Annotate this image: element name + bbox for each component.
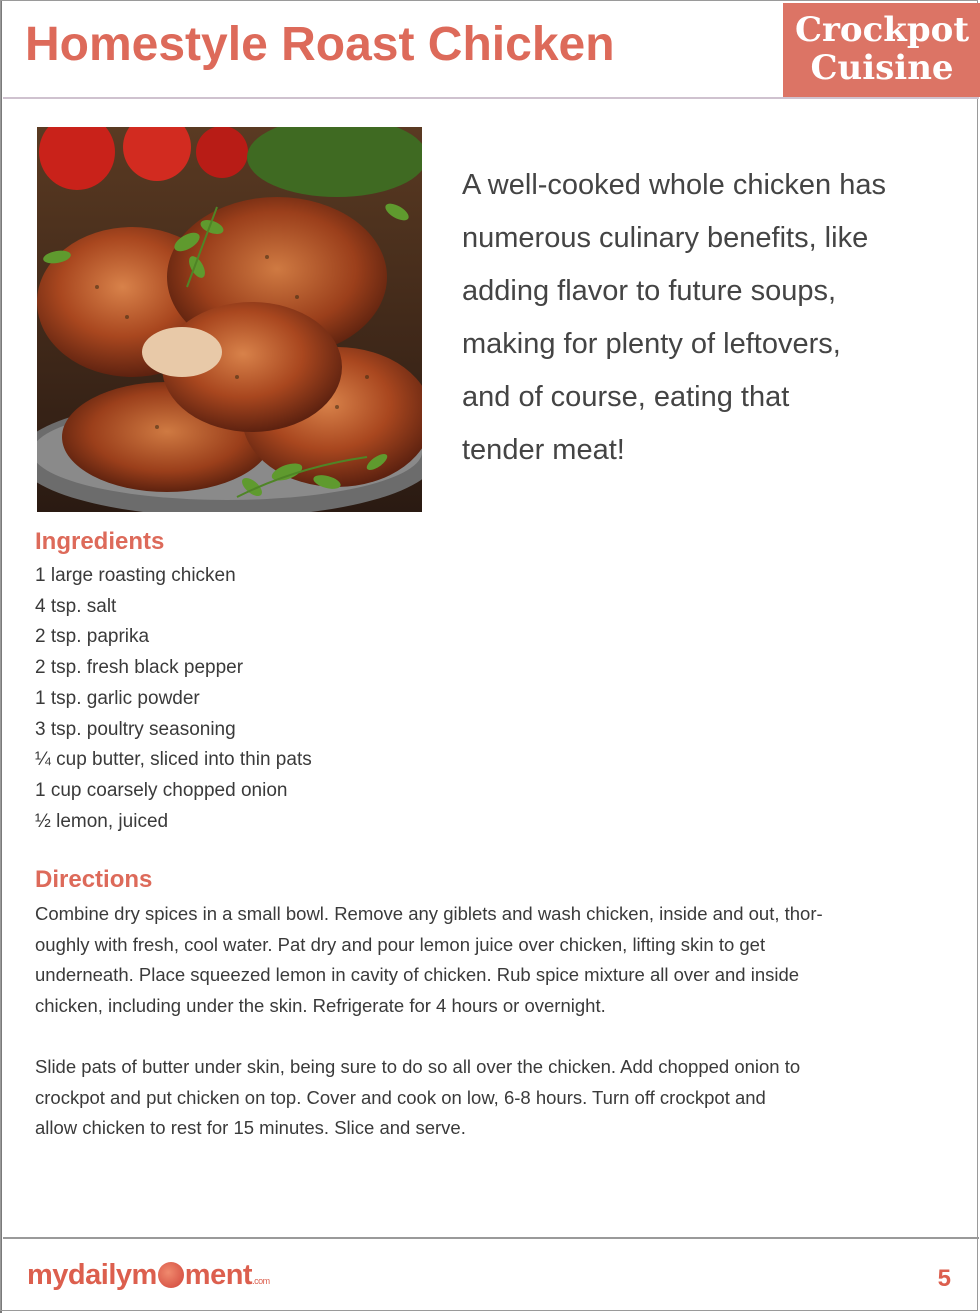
directions-line: underneath. Place squeezed lemon in cavity of chicken. Rub spice mixture all over and inside bbox=[35, 964, 800, 985]
brand-badge bbox=[783, 3, 980, 97]
intro-line: numerous culinary benefits, like bbox=[462, 222, 869, 254]
recipe-title: Homestyle Roast Chicken bbox=[25, 18, 615, 71]
directions-line: Slide pats of butter under skin, being sure to do so all over the chicken. Add chopped onion to bbox=[35, 1056, 801, 1077]
directions-line: allow chicken to rest for 15 minutes. Slice and serve. bbox=[35, 1117, 466, 1138]
roast-chicken-illustration bbox=[37, 127, 422, 512]
brand-line-2: Cuisine bbox=[810, 48, 954, 88]
directions-line: crockpot and put chicken on top. Cover and cook on low, 6-8 hours. Turn off crockpot and bbox=[35, 1086, 766, 1108]
ingredient-item: 3 tsp. poultry seasoning bbox=[35, 718, 236, 740]
ingredient-item: 1 tsp. garlic powder bbox=[35, 687, 200, 709]
ingredient-item: ½ lemon, juiced bbox=[35, 810, 169, 832]
page-footer bbox=[3, 1237, 979, 1314]
logo-text-part-1: mydailym bbox=[27, 1259, 157, 1291]
directions-heading: Directions bbox=[35, 866, 153, 893]
ingredients-list bbox=[35, 561, 535, 837]
ingredients-heading: Ingredients bbox=[35, 528, 165, 555]
brand-line-1: Crockpot bbox=[794, 10, 970, 50]
intro-line: A well-cooked whole chicken has bbox=[462, 169, 886, 201]
intro-line: making for plenty of leftovers, bbox=[462, 328, 841, 360]
intro-line: tender meat! bbox=[462, 434, 625, 466]
ingredient-item: 1 cup coarsely chopped onion bbox=[35, 779, 288, 801]
ingredient-item: 4 tsp. salt bbox=[35, 595, 117, 617]
directions-paragraph-2 bbox=[35, 1052, 950, 1144]
directions-line: Combine dry spices in a small bowl. Remove any giblets and wash chicken, inside and out, thor- bbox=[35, 903, 823, 924]
ingredient-item: 2 tsp. fresh black pepper bbox=[35, 657, 244, 679]
ingredient-item: ¼ cup butter, sliced into thin pats bbox=[35, 749, 312, 771]
mydailymoment-logo bbox=[27, 1259, 270, 1292]
intro-line: and of course, eating that bbox=[462, 381, 790, 413]
logo-suffix: .com bbox=[252, 1276, 270, 1286]
ingredient-item: 1 large roasting chicken bbox=[35, 565, 236, 586]
roast-chicken-photo bbox=[37, 127, 422, 512]
orange-circle-icon bbox=[158, 1262, 184, 1288]
directions-paragraph-1 bbox=[35, 899, 950, 1021]
ingredient-item: 2 tsp. paprika bbox=[35, 626, 150, 648]
directions-line: oughly with fresh, cool water. Pat dry and pour lemon juice over chicken, lifting skin to get bbox=[35, 933, 766, 955]
intro-line: adding flavor to future soups, bbox=[462, 275, 837, 307]
recipe-intro bbox=[462, 159, 962, 477]
directions-line: chicken, including under the skin. Refrigerate for 4 hours or overnight. bbox=[35, 994, 606, 1016]
page-number: 5 bbox=[937, 1265, 951, 1292]
logo-text-part-2: ment bbox=[184, 1259, 253, 1291]
